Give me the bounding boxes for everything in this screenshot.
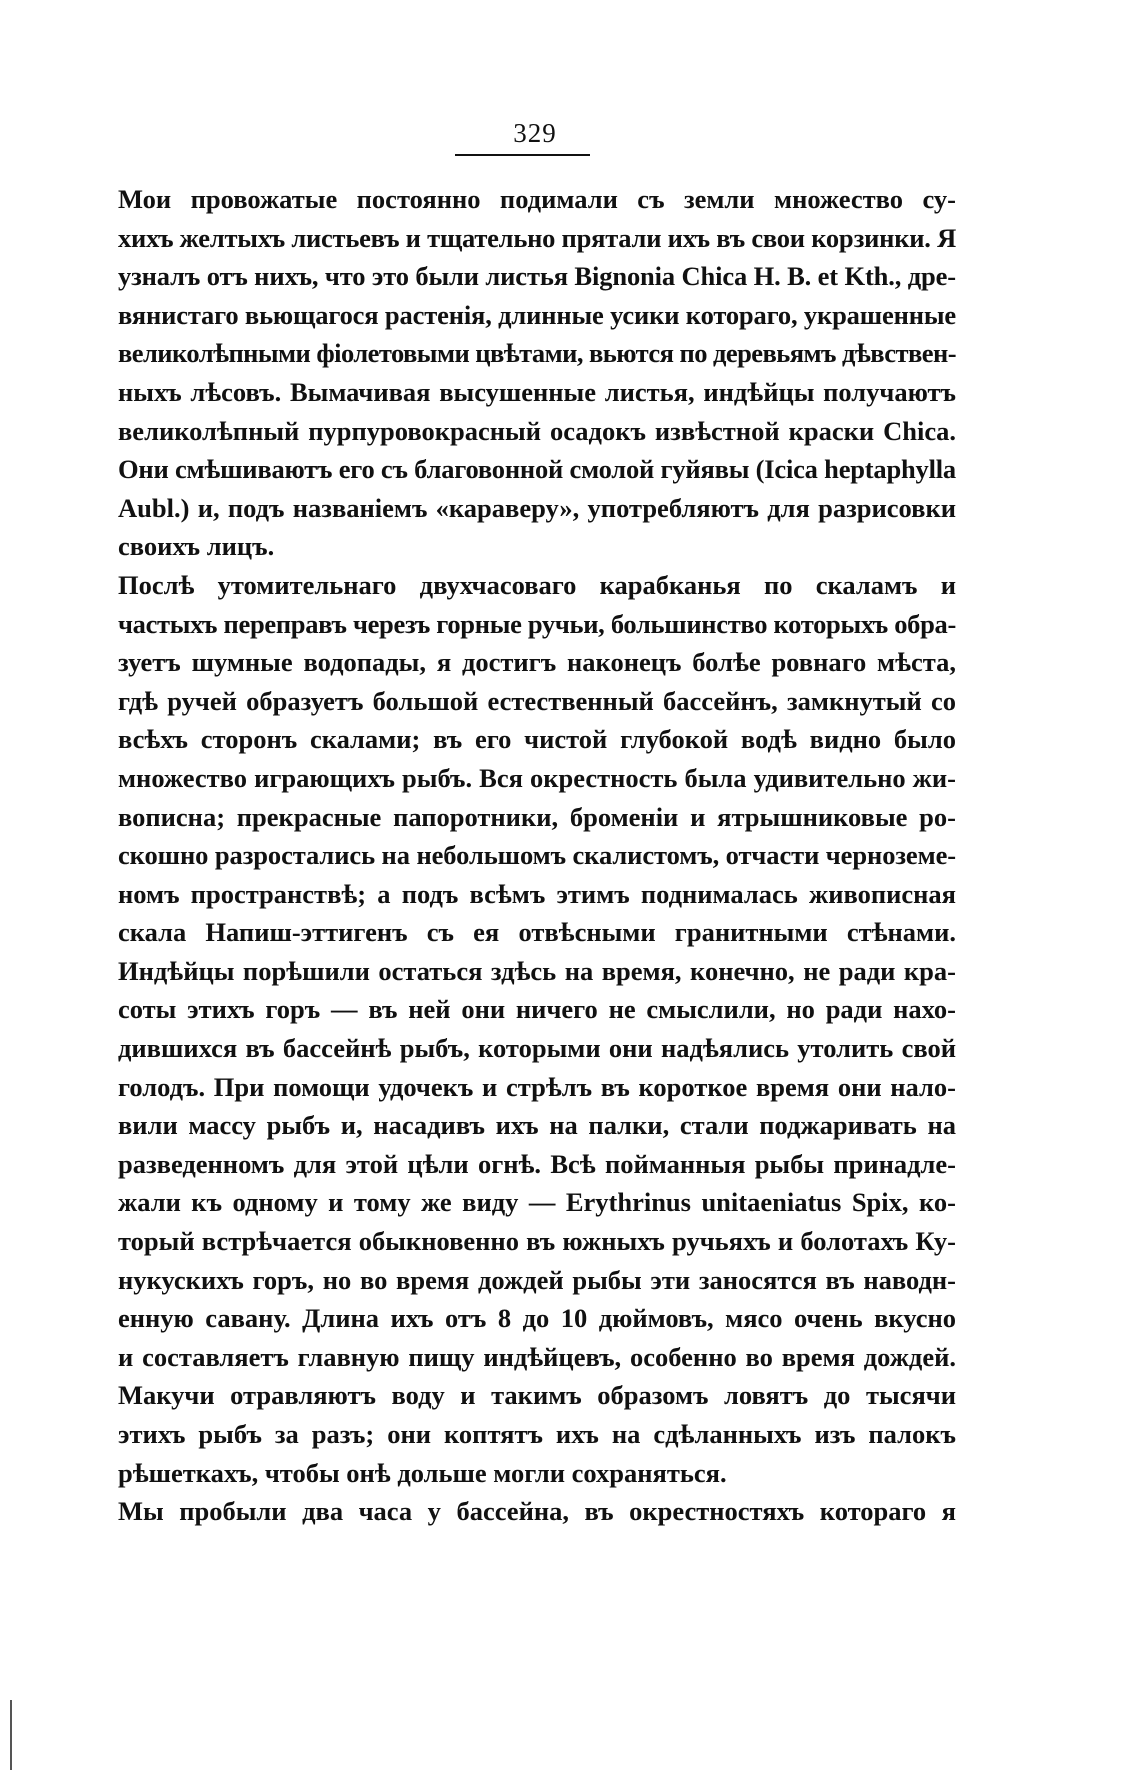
text-line: хихъ желтыхъ листьевъ и тщательно прятали ихъ въ свои корзинки. Я (118, 222, 956, 253)
text-line: всѣхъ сторонъ скалами; въ его чистой глубокой водѣ видно было (118, 724, 956, 755)
text-line: торый встрѣчается обыкновенно въ южныхъ ручьяхъ и болотахъ Ку- (118, 1226, 956, 1257)
text-line: жали къ одному и тому же виду — Erythrinus unitaeniatus Spix, ко- (118, 1187, 956, 1218)
text-line: рѣшеткахъ, чтобы онѣ дольше могли сохраняться. (118, 1457, 727, 1488)
text-line: частыхъ переправъ черезъ горные ручьи, большинство которыхъ обра- (118, 608, 956, 639)
text-line: своихъ лицъ. (118, 531, 275, 562)
paragraph-3 (86, 1492, 956, 1531)
text-line: Индѣйцы порѣшили остаться здѣсь на время, конечно, не ради кра- (118, 955, 956, 986)
text-line: гдѣ ручей образуетъ большой естественный бассейнъ, замкнутый со (118, 685, 956, 716)
text-line: енную савану. Длина ихъ отъ 8 до 10 дюймовъ, мясо очень вкусно (118, 1303, 956, 1334)
text-line: Послѣ утомительнаго двухчасоваго карабканья по скаламъ и (118, 569, 956, 600)
text-line: Они смѣшиваютъ его съ благовонной смолой гуйявы (Icica heptaphylla (118, 454, 956, 485)
text-line: соты этихъ горъ — въ ней они ничего не смыслили, но ради нахо- (118, 994, 956, 1025)
text-line: Мои провожатые постоянно подимали съ земли множество су- (118, 184, 956, 214)
text-line: нукускихъ горъ, но во время дождей рыбы эти заносятся въ наводн- (118, 1264, 956, 1295)
paragraph-1 (86, 180, 956, 566)
text-line: скошно разростались на небольшомъ скалистомъ, отчасти черноземе- (118, 840, 956, 871)
text-line: номъ пространствѣ; а подъ всѣмъ этимъ поднималась живописная (118, 878, 956, 909)
text-line: дившихся въ бассейнѣ рыбъ, которыми они надѣялись утолить свой (118, 1033, 956, 1064)
text-line: разведенномъ для этой цѣли огнѣ. Всѣ пойманныя рыбы принадле- (118, 1148, 956, 1179)
body-text (86, 180, 956, 1531)
text-line: множество играющихъ рыбъ. Вся окрестность была удивительно жи- (118, 762, 956, 793)
text-line: ныхъ лѣсовъ. Вымачивая высушенные листья, индѣйцы получаютъ (118, 376, 956, 407)
page-number-rule (455, 154, 590, 156)
text-line: великолѣпный пурпуровокрасный осадокъ извѣстной краски Chica. (118, 415, 956, 446)
scan-margin-mark (10, 1700, 12, 1770)
text-line: зуетъ шумные водопады, я достигъ наконецъ болѣе ровнаго мѣста, (118, 647, 956, 678)
paragraph-2 (86, 566, 956, 1492)
text-line: Aubl.) и, подъ названіемъ «караверу», употребляютъ для разрисовки (118, 492, 956, 523)
text-line: узналъ отъ нихъ, что это были листья Bignonia Chica H. B. et Kth., дре- (118, 261, 956, 292)
text-line: вописна; прекрасные папоротники, броменіи и ятрышниковые ро- (118, 801, 956, 832)
page-number: 329 (513, 118, 557, 148)
text-line: Мы пробыли два часа у бассейна, въ окрестностяхъ котораго я (118, 1496, 956, 1527)
text-line: этихъ рыбъ за разъ; они коптятъ ихъ на сдѣланныхъ изъ палокъ (118, 1419, 956, 1449)
text-line: вили массу рыбъ и, насадивъ ихъ на палки, стали поджаривать на (118, 1110, 956, 1141)
text-line: скала Напиш-эттигенъ съ ея отвѣсными гранитными стѣнами. (118, 917, 956, 948)
text-line: великолѣпными фіолетовыми цвѣтами, вьются по деревьямъ дѣвствен- (118, 338, 956, 369)
text-line: и составляетъ главную пищу индѣйцевъ, особенно во время дождей. (118, 1341, 956, 1372)
text-line: голодъ. При помощи удочекъ и стрѣлъ въ короткое время они нало- (118, 1071, 956, 1102)
text-line: Макучи отравляютъ воду и такимъ образомъ ловятъ до тысячи (118, 1380, 956, 1411)
text-line: вянистаго вьющагося растенія, длинные усики котораго, украшенные (118, 299, 956, 330)
